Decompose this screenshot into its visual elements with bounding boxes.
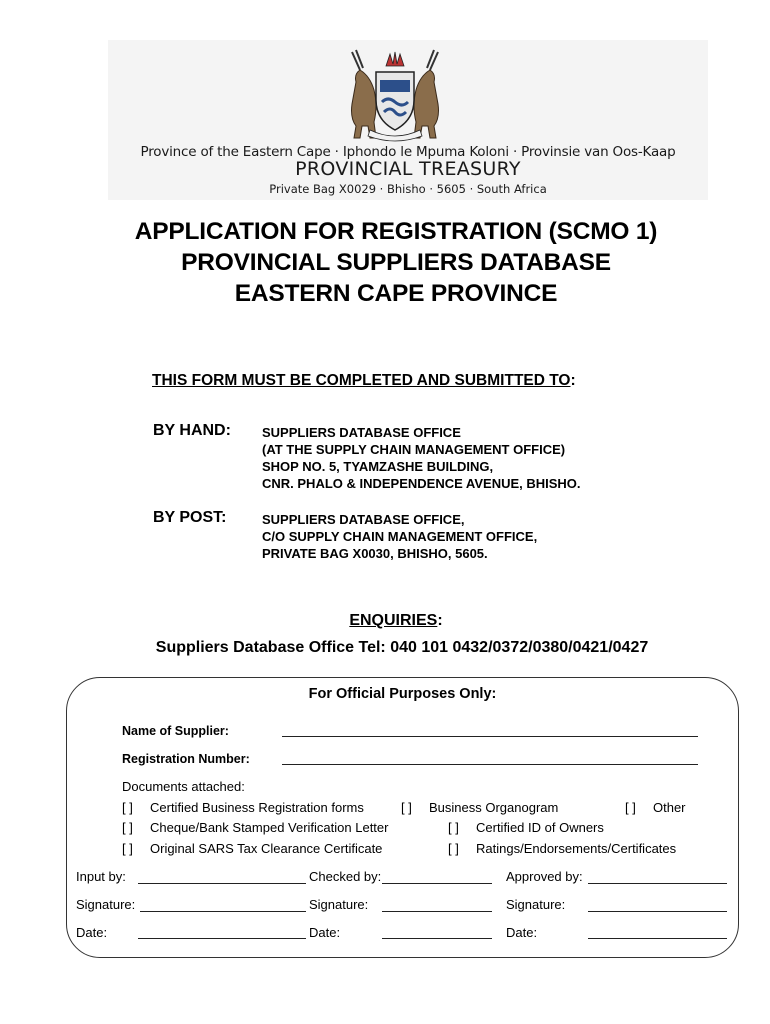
input-signature-field[interactable] [140, 911, 306, 912]
doc-checkbox-tax-clearance[interactable] [122, 841, 382, 856]
province-names-line: Province of the Eastern Cape · Iphondo le Mpuma Koloni · Provinsie van Oos-Kaap [140, 144, 676, 160]
address-line: (AT THE SUPPLY CHAIN MANAGEMENT OFFICE) [262, 442, 566, 457]
address-line: C/O SUPPLY CHAIN MANAGEMENT OFFICE, [262, 529, 538, 544]
submission-instruction-text: THIS FORM MUST BE COMPLETED AND SUBMITTED TO [152, 372, 571, 389]
checked-signature-field[interactable] [382, 911, 492, 912]
approved-date-field[interactable] [588, 938, 727, 939]
doc-label: Certified Business Registration forms [150, 800, 364, 815]
checkbox[interactable]: [ ] [122, 841, 133, 856]
doc-label: Certified ID of Owners [476, 820, 604, 835]
input-by-label: Input by: [76, 869, 126, 884]
doc-checkbox-other[interactable] [625, 800, 686, 815]
checked-date-field[interactable] [382, 938, 492, 939]
address-line: SHOP NO. 5, TYAMZASHE BUILDING, [262, 459, 494, 474]
address-line: CNR. PHALO & INDEPENDENCE AVENUE, BHISHO. [262, 476, 581, 491]
input-by-field[interactable] [138, 883, 306, 884]
checkbox[interactable]: [ ] [122, 820, 133, 835]
form-title: APPLICATION FOR REGISTRATION (SCMO 1) [134, 218, 658, 245]
doc-checkbox-ratings[interactable] [448, 841, 676, 856]
submission-instruction [152, 372, 576, 390]
department-address: Private Bag X0029 · Bhisho · 5605 · South Africa [269, 182, 547, 196]
date-label: Date: [506, 925, 538, 940]
coat-of-arms-icon [330, 46, 460, 142]
signature-label: Signature: [309, 897, 369, 912]
approved-by-label: Approved by: [506, 869, 583, 884]
doc-checkbox-organogram[interactable] [401, 800, 558, 815]
documents-attached-label: Documents attached: [122, 779, 245, 794]
doc-label: Cheque/Bank Stamped Verification Letter [150, 820, 389, 835]
instruction-colon: : [570, 372, 576, 389]
doc-label: Ratings/Endorsements/Certificates [476, 841, 677, 856]
supplier-name-label: Name of Supplier: [122, 724, 229, 738]
checkbox[interactable]: [ ] [448, 841, 459, 856]
doc-checkbox-owner-ids[interactable] [448, 820, 604, 835]
doc-checkbox-bank-letter[interactable] [122, 820, 388, 835]
registration-number-field[interactable] [282, 764, 698, 765]
signature-label: Signature: [76, 897, 136, 912]
approved-by-field[interactable] [588, 883, 727, 884]
by-post-label: BY POST: [153, 509, 227, 526]
checkbox[interactable]: [ ] [625, 800, 636, 815]
checkbox[interactable]: [ ] [448, 820, 459, 835]
address-line: SUPPLIERS DATABASE OFFICE, [262, 512, 465, 527]
enquiries-heading [0, 612, 770, 630]
approved-signature-field[interactable] [588, 911, 727, 912]
checkbox[interactable]: [ ] [122, 800, 133, 815]
signature-label: Signature: [506, 897, 566, 912]
date-label: Date: [309, 925, 341, 940]
form-subtitle: PROVINCIAL SUPPLIERS DATABASE [181, 249, 611, 276]
registration-number-label: Registration Number: [122, 752, 250, 766]
checked-by-field[interactable] [382, 883, 492, 884]
doc-checkbox-business-registration[interactable] [122, 800, 364, 815]
date-label: Date: [76, 925, 108, 940]
doc-label: Other [653, 800, 686, 815]
official-use-title: For Official Purposes Only: [308, 686, 497, 702]
by-post-address [262, 511, 537, 562]
department-name: PROVINCIAL TREASURY [295, 158, 521, 180]
address-line: SUPPLIERS DATABASE OFFICE [262, 425, 461, 440]
doc-label: Business Organogram [429, 800, 559, 815]
doc-label: Original SARS Tax Clearance Certificate [150, 841, 383, 856]
enquiries-phone: Suppliers Database Office Tel: 040 101 0432/0372/0380/0421/0427 [155, 639, 649, 656]
supplier-name-field[interactable] [282, 736, 698, 737]
by-hand-address [262, 424, 581, 492]
enquiries-colon: : [437, 612, 443, 629]
form-region: EASTERN CAPE PROVINCE [234, 280, 558, 307]
address-line: PRIVATE BAG X0030, BHISHO, 5605. [262, 546, 488, 561]
enquiries-label: ENQUIRIES [349, 612, 438, 629]
input-date-field[interactable] [138, 938, 306, 939]
checkbox[interactable]: [ ] [401, 800, 412, 815]
by-hand-label: BY HAND: [153, 422, 231, 439]
official-use-box [66, 677, 739, 958]
checked-by-label: Checked by: [309, 869, 382, 884]
